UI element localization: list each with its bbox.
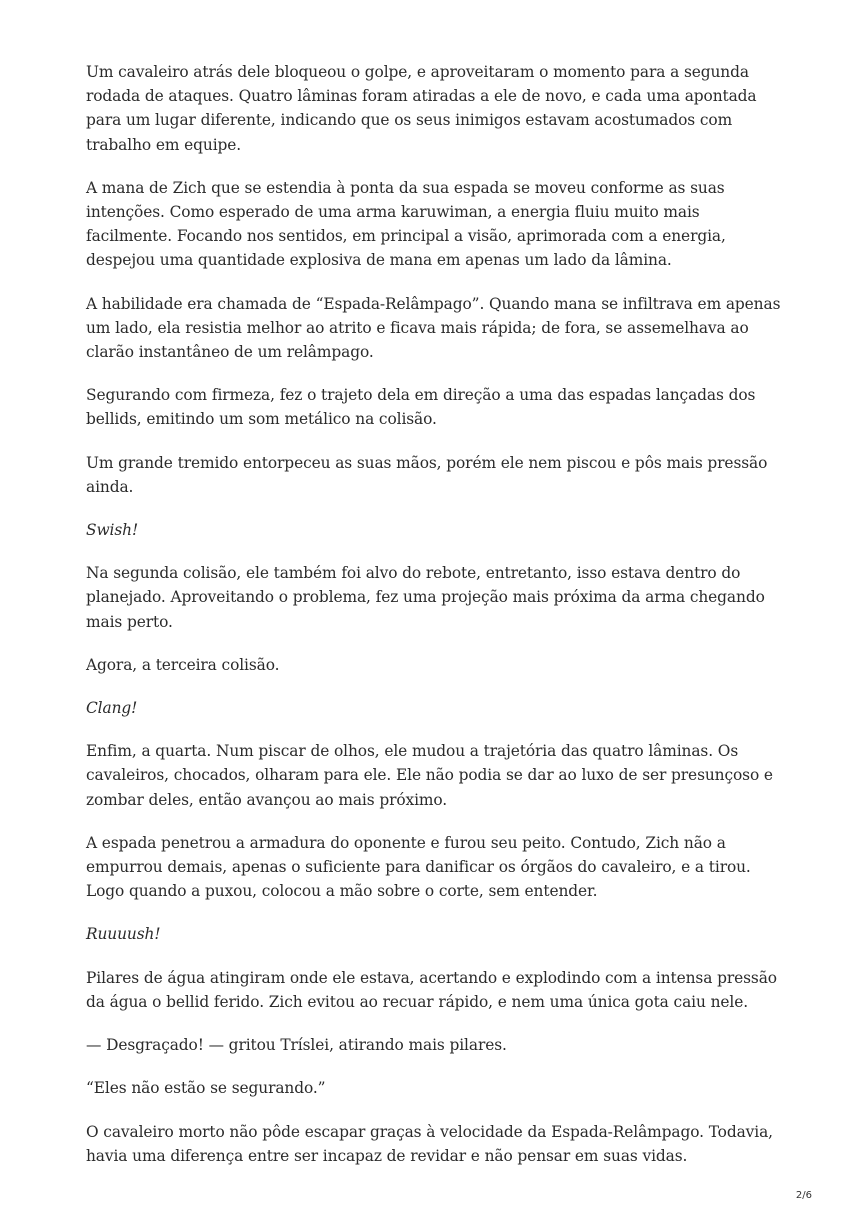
paragraph-13: Pilares de água atingiram onde ele estava, acertando e explodindo com a intensa pressão da água o bellid ferido. Zich evitou ao recuar rápido, e nem uma única gota caiu nele.	[86, 968, 777, 1011]
sound-effect-ruuuush: Ruuuush!	[86, 925, 161, 944]
thought-line: “Eles não estão se segurando.”	[86, 1079, 326, 1098]
paragraph-1: Um cavaleiro atrás dele bloqueou o golpe, e aproveitaram o momento para a segunda rodada de ataques. Quatro lâminas foram atiradas a ele de novo, e cada uma apontada para um lugar diferente, indicando que os seus inimigos estavam acostumados com trabalho em equipe.	[86, 63, 757, 154]
dialogue-line: — Desgraçado! — gritou Tríslei, atirando mais pilares.	[86, 1036, 507, 1055]
paragraph-3: A habilidade era chamada de “Espada-Relâmpago”. Quando mana se infiltrava em apenas um lado, ela resistia melhor ao atrito e ficava mais rápida; de fora, se assemelhava ao clarão instantâneo de um relâmpago.	[86, 294, 781, 362]
paragraph-4: Segurando com firmeza, fez o trajeto dela em direção a uma das espadas lançadas dos bellids, emitindo um som metálico na colisão.	[86, 386, 756, 429]
paragraph-8: Agora, a terceira colisão.	[86, 655, 280, 674]
paragraph-7: Na segunda colisão, ele também foi alvo do rebote, entretanto, isso estava dentro do planejado. Aproveitando o problema, fez uma projeção mais próxima da arma chegando mais perto.	[86, 564, 765, 631]
paragraph-5: Um grande tremido entorpeceu as suas mãos, porém ele nem piscou e pôs mais pressão ainda.	[86, 453, 768, 496]
paragraph-16: O cavaleiro morto não pôde escapar graças à velocidade da Espada-Relâmpago. Todavia, havia uma diferença entre ser incapaz de revidar e não pensar em suas vidas.	[86, 1122, 773, 1165]
paragraph-10: Enfim, a quarta. Num piscar de olhos, ele mudou a trajetória das quatro lâminas. Os cavaleiros, chocados, olharam para ele. Ele não podia se dar ao luxo de ser presunçoso e zombar deles, então avançou ao mais próximo.	[86, 742, 773, 809]
paragraph-11: A espada penetrou a armadura do oponente e furou seu peito. Contudo, Zich não a empurrou demais, apenas o suficiente para danificar os órgãos do cavaleiro, e a tirou. Logo quando a puxou, colocou a mão sobre o corte, sem entender.	[86, 833, 751, 901]
document-body	[86, 60, 786, 1187]
paragraph-2: A mana de Zich que se estendia à ponta da sua espada se moveu conforme as suas intenções. Como esperado de uma arma karuwiman, a energia fluiu muito mais facilmente. Focando nos sentidos, em principal a visão, aprimorada com a energia, despejou uma quantidade explosiva de mana em apenas um lado da lâmina.	[86, 178, 726, 270]
page-number: 2/6	[795, 1190, 812, 1201]
sound-effect-swish: Swish!	[86, 521, 139, 540]
sound-effect-clang: Clang!	[86, 699, 138, 718]
